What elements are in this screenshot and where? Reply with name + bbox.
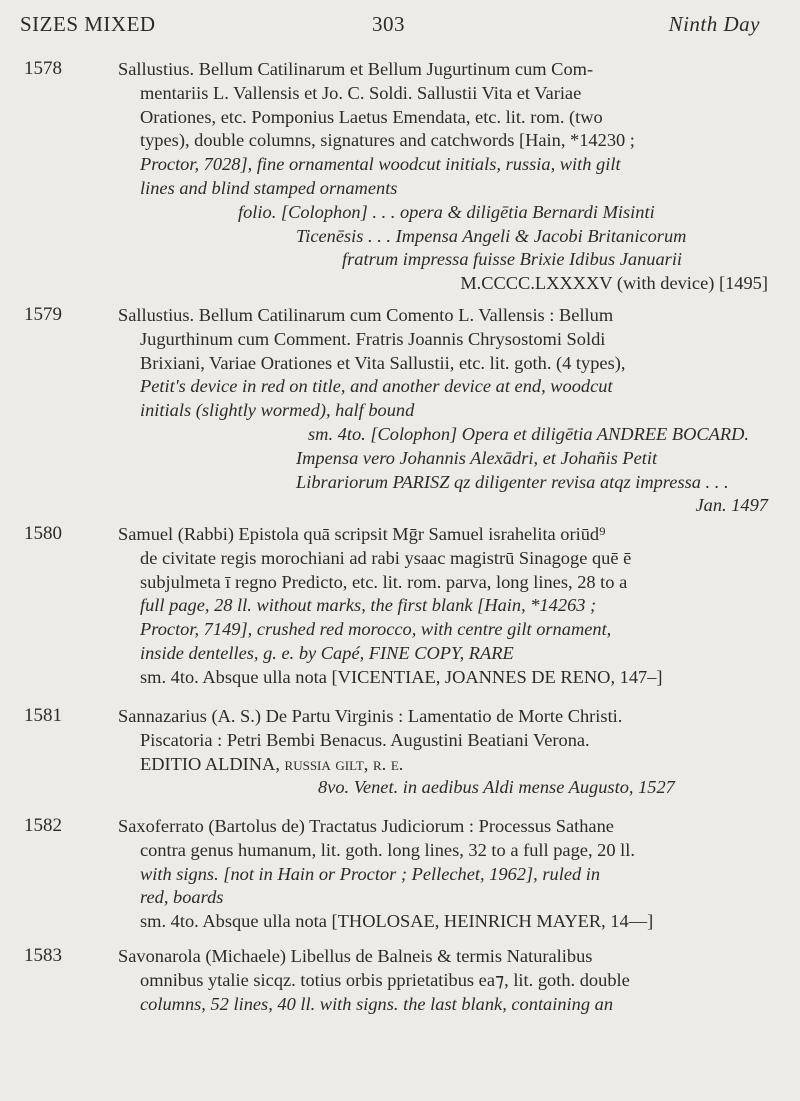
entry-description xyxy=(118,523,768,690)
entry-line: Proctor, 7028], fine ornamental woodcut initials, russia, with gilt xyxy=(140,154,621,175)
lot-number: 1578 xyxy=(24,58,62,79)
lot-number: 1579 xyxy=(24,304,62,325)
entry-line: subjulmeta ī regno Predicto, etc. lit. rom. parva, long lines, 28 to a xyxy=(140,571,628,592)
entry-line: Samuel (Rabbi) Epistola quā scripsit Mḡr Samuel israhelita oriūd⁹ xyxy=(118,524,606,544)
entry-line: Sannazarius (A. S.) De Partu Virginis : Lamentatio de Morte Christi. xyxy=(118,706,623,726)
entry-line: Savonarola (Michaele) Libellus de Balneis & termis Naturalibus xyxy=(118,946,593,966)
entry-line: initials (slightly wormed), half bound xyxy=(140,400,415,421)
entry-line: mentariis L. Vallensis et Jo. C. Soldi. Sallustii Vita et Variae xyxy=(140,82,582,103)
entry-line: Piscatoria : Petri Bembi Benacus. Augustini Beatiani Verona. xyxy=(140,729,590,750)
entry-description xyxy=(118,705,768,800)
entry-line: full page, 28 ll. without marks, the first blank [Hain, *14263 ; xyxy=(140,595,597,616)
running-head-right: Ninth Day xyxy=(668,12,760,36)
page-number: 303 xyxy=(372,12,405,36)
lot-number: 1583 xyxy=(24,945,62,966)
entry-line: with signs. [not in Hain or Proctor ; Pellechet, 1962], ruled in xyxy=(140,863,601,884)
lot-number: 1581 xyxy=(24,705,62,726)
entry-line: omnibus ytalie sicqz. totius orbis pprietatibus ea⁊, lit. goth. double xyxy=(140,969,630,990)
entry-line: lines and blind stamped ornaments xyxy=(140,177,398,198)
entry-line: Impensa vero Johannis Alexādri, et Johañis Petit xyxy=(296,447,658,468)
entry-line: contra genus humanum, lit. goth. long lines, 32 to a full page, 20 ll. xyxy=(140,839,635,860)
entry-line: Jan. 1497 xyxy=(695,495,768,516)
entry-line: Orationes, etc. Pomponius Laetus Emendata, etc. lit. rom. (two xyxy=(140,106,603,127)
running-head xyxy=(20,12,760,46)
entry-line: Jugurthinum cum Comment. Fratris Joannis Chrysostomi Soldi xyxy=(140,328,606,349)
entry-line: types), double columns, signatures and catchwords [Hain, *14230 ; xyxy=(140,130,635,151)
entry-line: inside dentelles, g. e. by Capé, FINE COPY, RARE xyxy=(140,642,514,663)
running-head-left: SIZES MIXED xyxy=(20,12,156,36)
entry-line: de civitate regis morochiani ad rabi ysaac magistrū Sinagoge quē ē xyxy=(140,547,632,568)
entry-line: columns, 52 lines, 40 ll. with signs. the last blank, containing an xyxy=(140,993,614,1014)
entry-description xyxy=(118,815,768,934)
entry-line: red, boards xyxy=(140,887,224,908)
entry-line: Librariorum PARISZ qz diligenter revisa atqz impressa . . . xyxy=(296,471,729,492)
entry-line: M.CCCC.LXXXXV (with device) [1495] xyxy=(460,273,768,294)
entry-line: Petit's device in red on title, and another device at end, woodcut xyxy=(140,376,613,397)
entry-description xyxy=(118,945,768,1016)
lot-number: 1580 xyxy=(24,523,62,544)
entry-line: sm. 4to. Absque ulla nota [THOLOSAE, HEINRICH MAYER, 14—] xyxy=(140,911,654,932)
entry-line: Proctor, 7149], crushed red morocco, with centre gilt ornament, xyxy=(140,619,612,640)
entry-line: EDITIO ALDINA, russia gilt, r. e. xyxy=(140,753,404,774)
entry-line: Ticenēsis . . . Impensa Angeli & Jacobi Britanicorum xyxy=(296,225,687,246)
entry-line: sm. 4to. Absque ulla nota [VICENTIAE, JOANNES DE RENO, 147–] xyxy=(140,666,663,687)
entry-description xyxy=(118,304,768,518)
entry-description xyxy=(118,58,768,296)
entry-line: fratrum impressa fuisse Brixie Idibus Januarii xyxy=(342,249,683,270)
entry-line: Sallustius. Bellum Catilinarum et Bellum Jugurtinum cum Com- xyxy=(118,59,594,79)
lot-number: 1582 xyxy=(24,815,62,836)
entry-line: folio. [Colophon] . . . opera & diligētia Bernardi Misinti xyxy=(238,201,655,222)
entry-line: Brixiani, Variae Orationes et Vita Sallustii, etc. lit. goth. (4 types), xyxy=(140,352,626,373)
entry-line: Saxoferrato (Bartolus de) Tractatus Judiciorum : Processus Sathane xyxy=(118,816,614,836)
entry-line: Sallustius. Bellum Catilinarum cum Comento L. Vallensis : Bellum xyxy=(118,305,614,325)
entry-line: sm. 4to. [Colophon] Opera et diligētia ANDREE BOCARD. xyxy=(308,423,750,444)
entry-line: 8vo. Venet. in aedibus Aldi mense Augusto, 1527 xyxy=(318,777,675,798)
